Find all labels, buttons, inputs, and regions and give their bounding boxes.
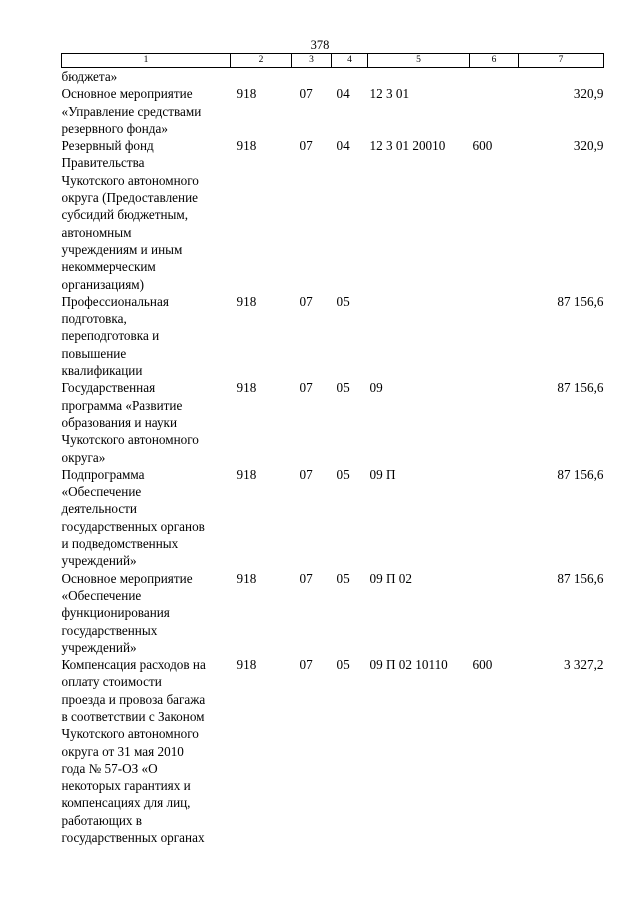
row-subsection: 05	[336, 466, 350, 482]
row-sum: 87 156,6	[557, 380, 604, 396]
row-section: 07	[299, 293, 313, 309]
row-subsection: 05	[336, 657, 350, 673]
row-target: 12 3 01 20010	[369, 138, 446, 154]
row-sum: 320,9	[573, 138, 604, 154]
header-col-type: 6	[470, 54, 519, 68]
header-col-name: 1	[62, 54, 231, 68]
row-target	[368, 293, 470, 379]
row-target: 09	[369, 380, 383, 396]
row-type	[470, 379, 519, 465]
row-section: 07	[299, 466, 313, 482]
row-sum: 87 156,6	[557, 570, 604, 586]
row-name: Государственная программа «Развитие образования и науки Чукотского автономного округа»	[61, 380, 199, 465]
row-name: Профессиональная подготовка, переподготовка и повышение квалификации	[61, 293, 169, 379]
row-type: 600	[472, 138, 493, 154]
row-subsection: 04	[336, 138, 350, 154]
row-type	[470, 85, 519, 137]
row-target: 12 3 01	[369, 86, 410, 102]
header-col-sum: 7	[519, 54, 604, 68]
row-sum	[519, 68, 604, 86]
row-subsection: 05	[336, 570, 350, 586]
row-admin: 918	[236, 570, 257, 586]
row-section: 07	[299, 657, 313, 673]
row-subsection: 04	[336, 86, 350, 102]
row-section: 07	[299, 138, 313, 154]
row-type: 600	[472, 657, 493, 673]
row-section: 07	[299, 380, 313, 396]
row-type	[470, 293, 519, 379]
header-col-section: 3	[292, 54, 332, 68]
row-admin	[231, 68, 292, 86]
row-admin: 918	[236, 86, 257, 102]
row-admin: 918	[236, 380, 257, 396]
row-target	[368, 68, 470, 86]
row-subsection	[332, 68, 368, 86]
row-subsection: 05	[336, 380, 350, 396]
row-name: Подпрограмма «Обеспечение деятельности государственных органов и подведомственных учреждений»	[61, 466, 205, 569]
table-row	[62, 570, 604, 656]
row-target: 09 П 02	[369, 570, 412, 586]
row-subsection: 05	[336, 293, 350, 309]
row-sum: 87 156,6	[557, 466, 604, 482]
header-col-admin: 2	[231, 54, 292, 68]
header-col-target: 5	[368, 54, 470, 68]
row-sum: 320,9	[573, 86, 604, 102]
row-admin: 918	[236, 293, 257, 309]
row-name: Основное мероприятие «Обеспечение функционирования государственных учреждений»	[61, 570, 193, 655]
row-admin: 918	[236, 657, 257, 673]
table-row	[62, 466, 604, 570]
header-col-subsection: 4	[332, 54, 368, 68]
table-row	[62, 656, 604, 846]
row-target: 09 П	[369, 466, 396, 482]
table-row	[62, 68, 604, 86]
row-name: Компенсация расходов на оплату стоимости проезда и провоза багажа в соответствии с Законом Чукотского автономного округа от 31 мая 2010 года № 57-ОЗ «О некоторых гарантиях и компенсациях для лиц, работающих в государственных органах	[61, 657, 206, 846]
budget-table	[61, 53, 604, 846]
row-section	[292, 68, 332, 86]
row-sum: 3 327,2	[563, 657, 604, 673]
row-section: 07	[299, 570, 313, 586]
row-name: бюджета»	[61, 69, 118, 84]
row-admin: 918	[236, 138, 257, 154]
row-name: Резервный фонд Правительства Чукотского автономного округа (Предоставление субсидий бюджетным, автономным учреждениям и иным некоммерческим организациям)	[61, 138, 199, 292]
row-type	[470, 466, 519, 570]
table-header-row	[62, 54, 604, 68]
page-number: 378	[310, 38, 330, 52]
table-row	[62, 293, 604, 379]
row-type	[470, 570, 519, 656]
row-section: 07	[299, 86, 313, 102]
row-type	[470, 68, 519, 86]
row-admin: 918	[236, 466, 257, 482]
table-row	[62, 379, 604, 465]
row-name: Основное мероприятие «Управление средствами резервного фонда»	[61, 86, 202, 136]
row-target: 09 П 02 10110	[369, 657, 448, 673]
table-row	[62, 137, 604, 293]
row-sum: 87 156,6	[557, 293, 604, 309]
table-row	[62, 85, 604, 137]
